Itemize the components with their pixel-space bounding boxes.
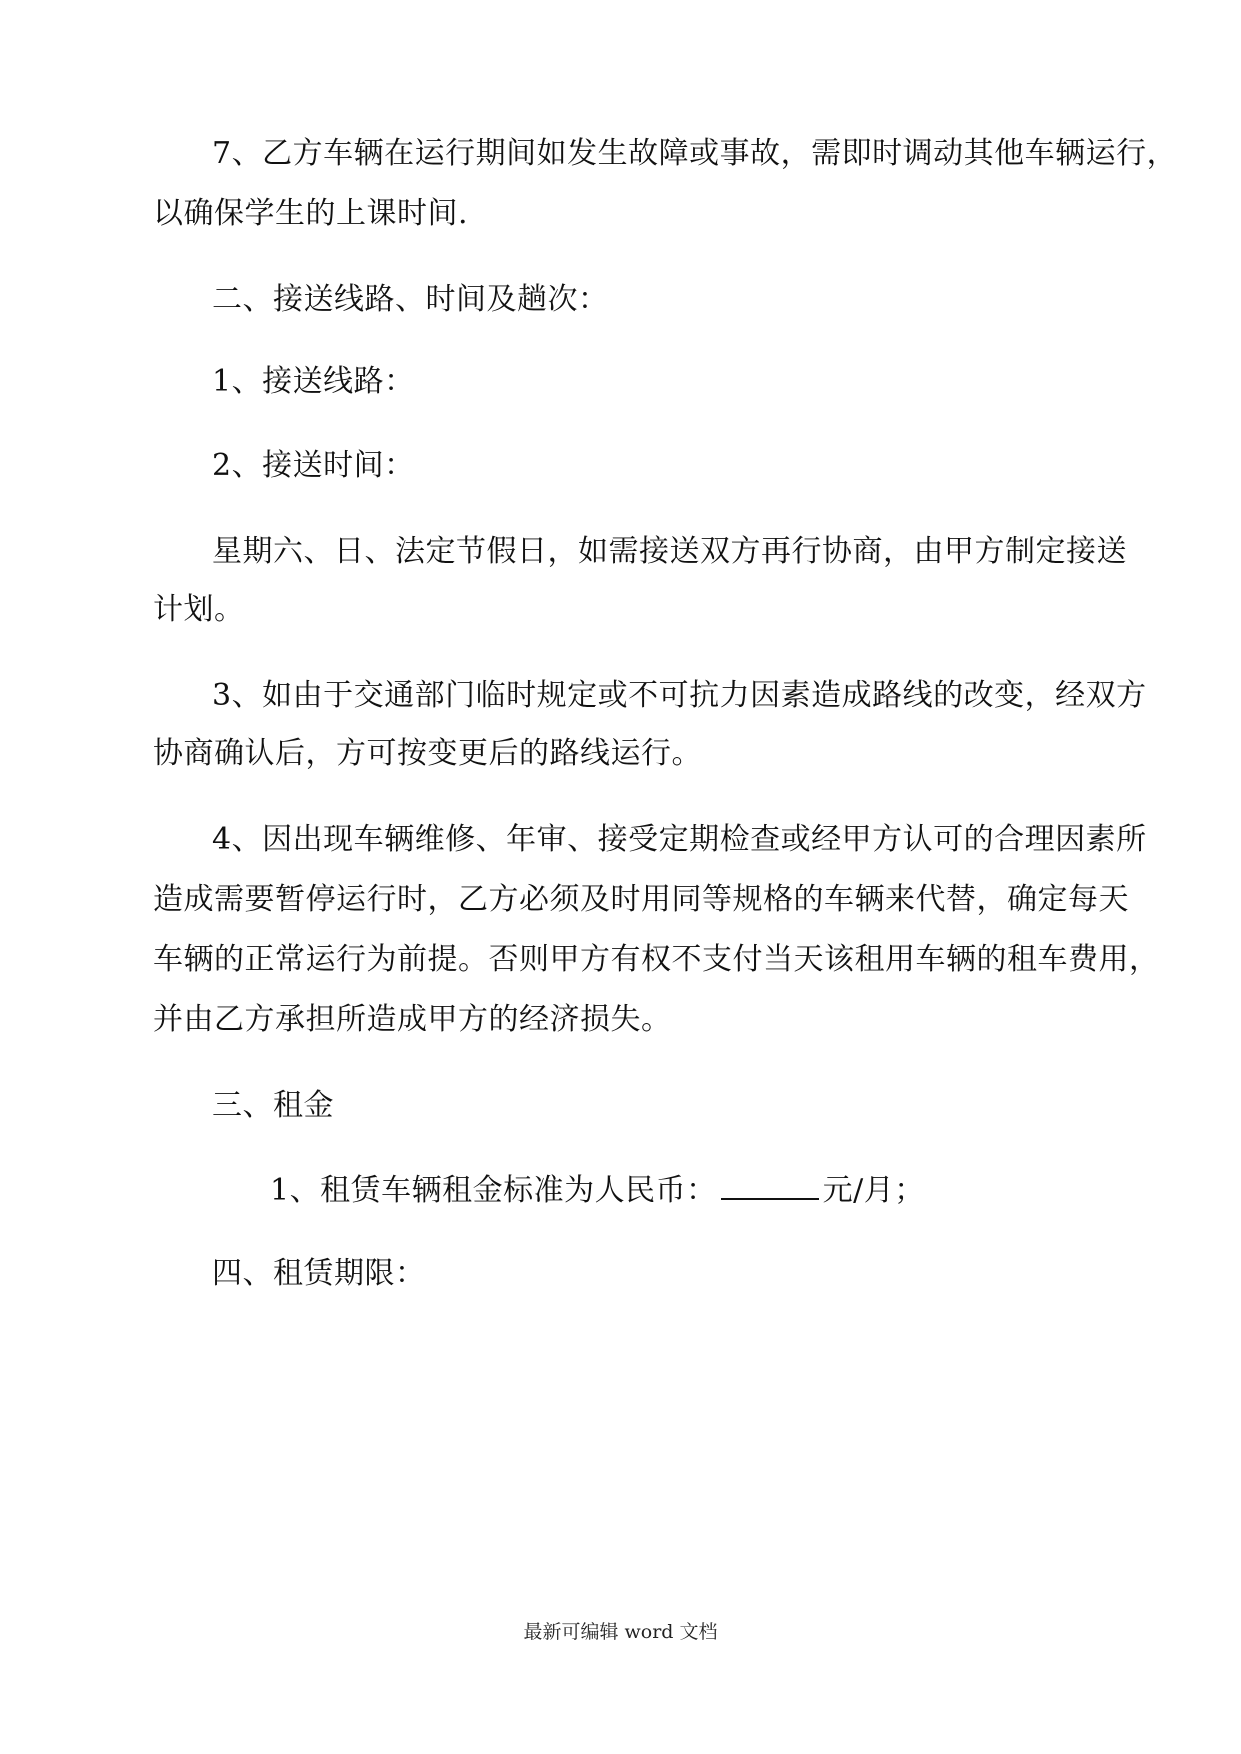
- clause-4-line-4: 并由乙方承担所造成甲方的经济损失。: [153, 1002, 672, 1037]
- item-route: 1、接送线路：: [212, 364, 415, 399]
- clause-4-line-1: 4、因出现车辆维修、年审、接受定期检查或经甲方认可的合理因素所: [212, 822, 1147, 857]
- rent-standard-prefix: 1、租赁车辆租金标准为人民币：: [270, 1173, 717, 1208]
- section-2-heading: 二、接送线路、时间及趟次：: [212, 282, 609, 317]
- clause-3-line-1: 3、如由于交通部门临时规定或不可抗力因素造成路线的改变，经双方: [212, 678, 1147, 713]
- section-4-heading: 四、租赁期限：: [212, 1256, 426, 1291]
- page-footer: 最新可编辑 word 文档: [523, 1621, 718, 1643]
- clause-4-line-3: 车辆的正常运行为前提。否则甲方有权不支付当天该租用车辆的租车费用，: [153, 942, 1160, 977]
- clause-3-line-2: 协商确认后，方可按变更后的路线运行。: [153, 736, 702, 771]
- weekend-clause-line-1: 星期六、日、法定节假日，如需接送双方再行协商，由甲方制定接送: [212, 534, 1127, 569]
- weekend-clause-line-2: 计划。: [153, 592, 245, 627]
- section-3-heading: 三、租金: [212, 1088, 334, 1123]
- clause-7-line-1: 7、乙方车辆在运行期间如发生故障或事故，需即时调动其他车辆运行，: [212, 136, 1178, 171]
- rent-standard-line: [270, 1170, 1210, 1211]
- clause-7-line-2: 以确保学生的上课时间.: [153, 196, 469, 231]
- item-time: 2、接送时间：: [212, 448, 415, 483]
- rent-amount-blank: [721, 1170, 819, 1200]
- rent-standard-suffix: 元/月；: [822, 1173, 925, 1208]
- clause-4-line-2: 造成需要暂停运行时，乙方必须及时用同等规格的车辆来代替，确定每天: [153, 882, 1129, 917]
